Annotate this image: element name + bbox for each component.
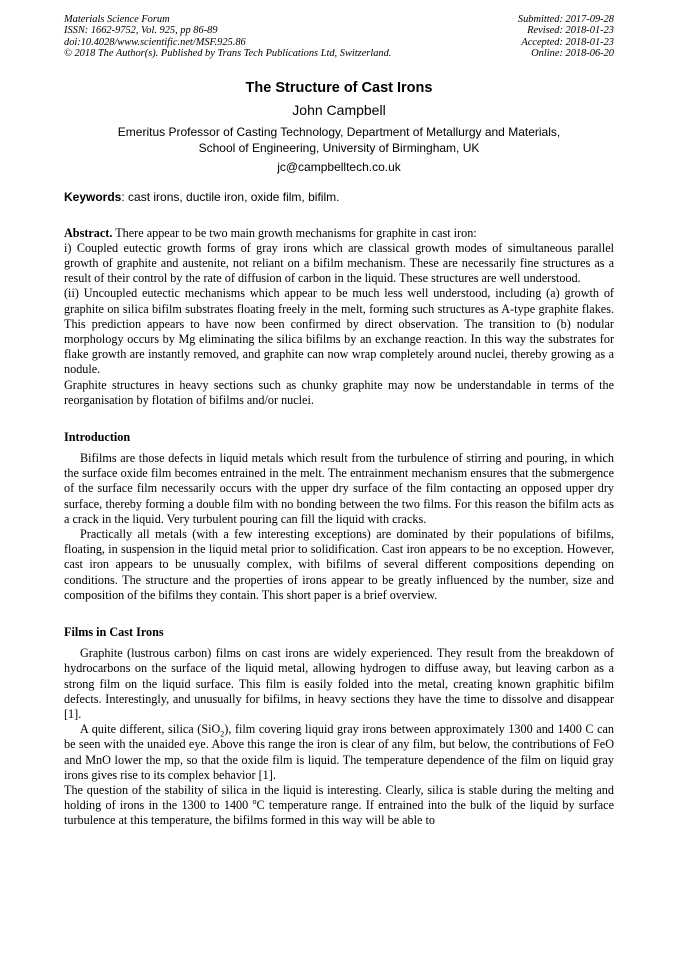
body-paragraph (64, 722, 614, 783)
keywords-text: : cast irons, ductile iron, oxide film, bifilm. (121, 189, 340, 204)
paper-title: The Structure of Cast Irons (245, 79, 433, 96)
date-revised: Revised: 2018-01-23 (527, 25, 614, 37)
body-paragraph: Bifilms are those defects in liquid metals which result from the turbulence of stirring and pouring, in which the surface oxide film becomes entrained in the melt. The entrainment mechanism ensures that the submergence of the surface film necessarily occurs with the upper dry surface of the film contacting an opposed upper dry surface, thereby forming a double film with no bonding between the two films. For this reason the bifilm acts as a crack in the liquid. Very turbulent pouring can fill the liquid with cracks. (64, 451, 614, 526)
abstract-paragraph: (ii) Uncoupled eutectic mechanisms which appear to be much less well understood, including (a) growth of graphite on silica bifilm substrates floating freely in the melt, forming such structures as A-type graphite flakes. This prediction appears to have now been confirmed by direct observation. The transition to (b) nodular morphology occurs by Mg eliminating the silica bifilms by an exchange reaction. In this way the substrates for flake growth are instantly removed, and graphite can now wrap completely around nuclei, thereby growing as a nodule. (64, 286, 614, 377)
superscript: o (252, 797, 257, 807)
paper-page (64, 14, 614, 829)
author-email: jc@campbelltech.co.uk (277, 159, 401, 174)
films-section (64, 646, 614, 828)
body-paragraph: Practically all metals (with a few interesting exceptions) are dominated by their populations of bifilms, floating, in suspension in the liquid metal prior to solidification. Cast iron appears to be no exception. However, cast iron appears to be unusually complex, with bifilms of several different compositions depending on conditions. The structure and the properties of irons appear to be greatly influenced by the number, size and composition of the bifilms they contain. This short paper is a brief overview. (64, 527, 614, 602)
publication-dates (518, 14, 614, 60)
date-accepted: Accepted: 2018-01-23 (521, 36, 614, 48)
affiliation-line-2: School of Engineering, University of Birmingham, UK (198, 140, 480, 155)
author-name: John Campbell (292, 101, 386, 118)
keywords-label: Keywords (64, 189, 122, 204)
section-heading-films: Films in Cast Irons (64, 625, 164, 640)
journal-header (64, 14, 614, 60)
abstract-intro-text: There appear to be two main growth mechanisms for graphite in cast iron: (112, 225, 477, 240)
body-paragraph (64, 783, 614, 829)
abstract-label: Abstract. (64, 225, 113, 240)
section-heading-introduction: Introduction (64, 430, 131, 445)
keywords (64, 190, 614, 204)
body-paragraph: Graphite (lustrous carbon) films on cast irons are widely experienced. They result from the breakdown of hydrocarbons on the surface of the liquid metal, allowing hydrogen to diffuse away, but leaving carbon as a strong film on the liquid surface. This film is easily folded into the metal, creating known graphitic bifilm defects. Interestingly, and unusually for bifilms, in heavy sections they have the time to dissolve and disappear [1]. (64, 646, 614, 721)
introduction-section (64, 451, 614, 603)
abstract-paragraph: Graphite structures in heavy sections such as chunky graphite may now be understandable in terms of the reorganisation by flotation of bifilms and/or nuclei. (64, 377, 614, 407)
text-run: C temperature range. If entrained into the bulk of the liquid by surface turbulence at this temperature, the bifilms formed in this way will be able to (64, 798, 614, 828)
abstract-intro (64, 226, 614, 241)
author-affiliation (64, 124, 614, 156)
journal-name: Materials Science Forum (64, 14, 170, 25)
journal-copyright: © 2018 The Author(s). Published by Trans Tech Publications Ltd, Switzerland. (64, 48, 392, 60)
text-run: A quite different, silica (SiO (80, 722, 221, 737)
affiliation-line-1: Emeritus Professor of Casting Technology, Department of Metallurgy and Materials, (117, 124, 561, 139)
subscript: 2 (220, 729, 225, 739)
text-run: ), film covering liquid gray irons between approximately 1300 and 1400 C can be seen with the unaided eye. Above this range the iron is clear of any film, but below, the contributions of FeO and MnO lower the mp, so that the oxide film is liquid. The temperature dependence of the film on liquid gray irons gives rise to its complex behavior [1]. (64, 722, 614, 782)
date-submitted: Submitted: 2017-09-28 (517, 14, 614, 25)
journal-issn: ISSN: 1662-9752, Vol. 925, pp 86-89 (64, 25, 218, 37)
date-online: Online: 2018-06-20 (531, 48, 614, 60)
journal-info (64, 14, 391, 60)
abstract-paragraph: i) Coupled eutectic growth forms of gray irons which are classical growth modes of simultaneous parallel growth of graphite and austenite, not reliant on a bifilm mechanism. These are necessarily fine structures as a result of their control by the rate of diffusion of carbon in the liquid. These structures are well understood. (64, 240, 614, 286)
abstract (64, 226, 614, 408)
journal-doi: doi:10.4028/www.scientific.net/MSF.925.86 (64, 36, 246, 48)
text-run: The question of the stability of silica in the liquid is interesting. Clearly, silica is stable during the melting and holding of irons in the 1300 to 1400 (64, 782, 614, 813)
